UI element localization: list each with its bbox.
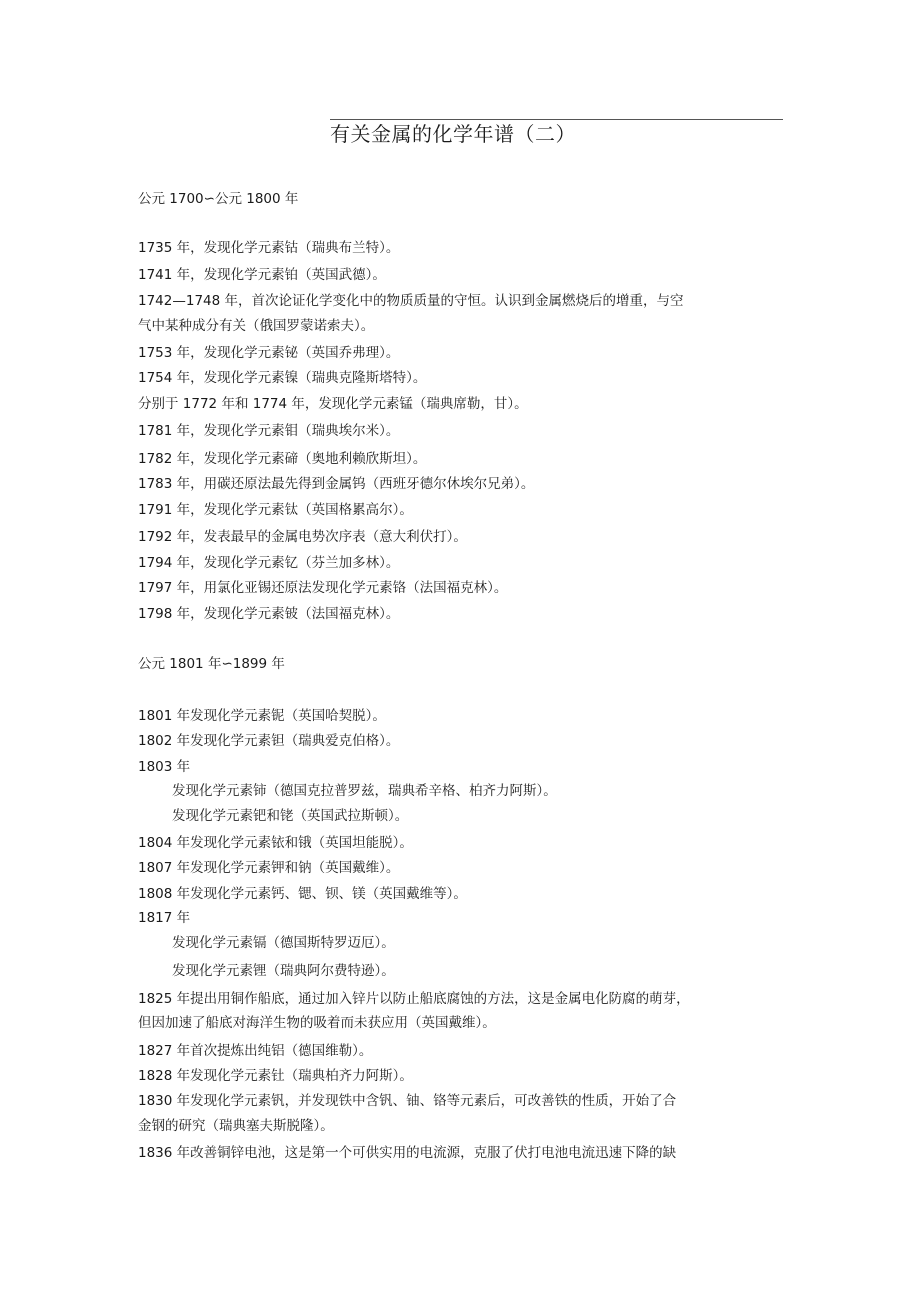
list-item: 1808 年发现化学元素钙、锶、钡、镁（英国戴维等）。: [138, 886, 467, 902]
list-item: 1803 年: [138, 759, 191, 775]
list-item: 1828 年发现化学元素钍（瑞典柏齐力阿斯）。: [138, 1068, 413, 1084]
page-title: 有关金属的化学年谱（二）: [330, 122, 576, 146]
list-item: 1742—1748 年，首次论证化学变化中的物质质量的守恒。认识到金属燃烧后的增重，与空: [138, 293, 684, 309]
list-item: 1827 年首次提炼出纯铝（德国维勒）。: [138, 1043, 373, 1059]
section-heading: 公元 1801 年∽1899 年: [138, 656, 285, 672]
list-item: 1802 年发现化学元素钽（瑞典爱克伯格）。: [138, 733, 400, 749]
list-item: 1735 年，发现化学元素钴（瑞典布兰特）。: [138, 240, 400, 256]
list-item: 1836 年改善铜锌电池，这是第一个可供实用的电流源，克服了伏打电池电流迅速下降的缺: [138, 1145, 677, 1161]
list-item: 1794 年，发现化学元素钇（芬兰加多林）。: [138, 555, 400, 571]
list-item: 金钢的研究（瑞典塞夫斯脱隆）。: [138, 1118, 334, 1134]
list-item: 1792 年，发表最早的金属电势次序表（意大利伏打）。: [138, 529, 467, 545]
list-item: 1782 年，发现化学元素碲（奥地利赖欣斯坦）。: [138, 451, 427, 467]
list-item: 1797 年，用氯化亚锡还原法发现化学元素铬（法国福克林）。: [138, 580, 508, 596]
list-item: 1801 年发现化学元素铌（英国哈契脱）。: [138, 708, 386, 724]
list-item: 发现化学元素镉（德国斯特罗迈厄）。: [172, 935, 395, 951]
list-item: 1754 年，发现化学元素镍（瑞典克隆斯塔特）。: [138, 370, 427, 386]
list-item: 1830 年发现化学元素钒，并发现铁中含钒、铀、铬等元素后，可改善铁的性质，开始了合: [138, 1093, 677, 1109]
list-item: 1783 年，用碳还原法最先得到金属钨（西班牙德尔休埃尔兄弟）。: [138, 476, 535, 492]
list-item: 1804 年发现化学元素铱和锇（英国坦能脱）。: [138, 835, 413, 851]
list-item: 但因加速了船底对海洋生物的吸着而未获应用（英国戴维）。: [138, 1015, 496, 1031]
list-item: 1825 年提出用铜作船底，通过加入锌片以防止船底腐蚀的方法，这是金属电化防腐的萌芽，: [138, 991, 690, 1007]
list-item: 发现化学元素钯和铑（英国武拉斯顿）。: [172, 808, 409, 824]
list-item: 1798 年，发现化学元素铍（法国福克林）。: [138, 606, 400, 622]
list-item: 1807 年发现化学元素钾和钠（英国戴维）。: [138, 860, 400, 876]
list-item: 发现化学元素锂（瑞典阿尔费特逊）。: [172, 963, 395, 979]
list-item: 1753 年，发现化学元素铋（英国乔弗理）。: [138, 345, 400, 361]
list-item: 分别于 1772 年和 1774 年，发现化学元素锰（瑞典席勒，甘）。: [138, 396, 528, 412]
section-heading: 公元 1700∽公元 1800 年: [138, 191, 299, 207]
list-item: 气中某种成分有关（俄国罗蒙诺索夫）。: [138, 318, 375, 334]
list-item: 1817 年: [138, 910, 191, 926]
list-item: 1781 年，发现化学元素钼（瑞典埃尔米）。: [138, 423, 400, 439]
list-item: 1741 年，发现化学元素铂（英国武德）。: [138, 267, 386, 283]
list-item: 1791 年，发现化学元素钛（英国格累高尔）。: [138, 502, 413, 518]
list-item: 发现化学元素铈（德国克拉普罗兹，瑞典希辛格、柏齐力阿斯）。: [172, 783, 557, 799]
